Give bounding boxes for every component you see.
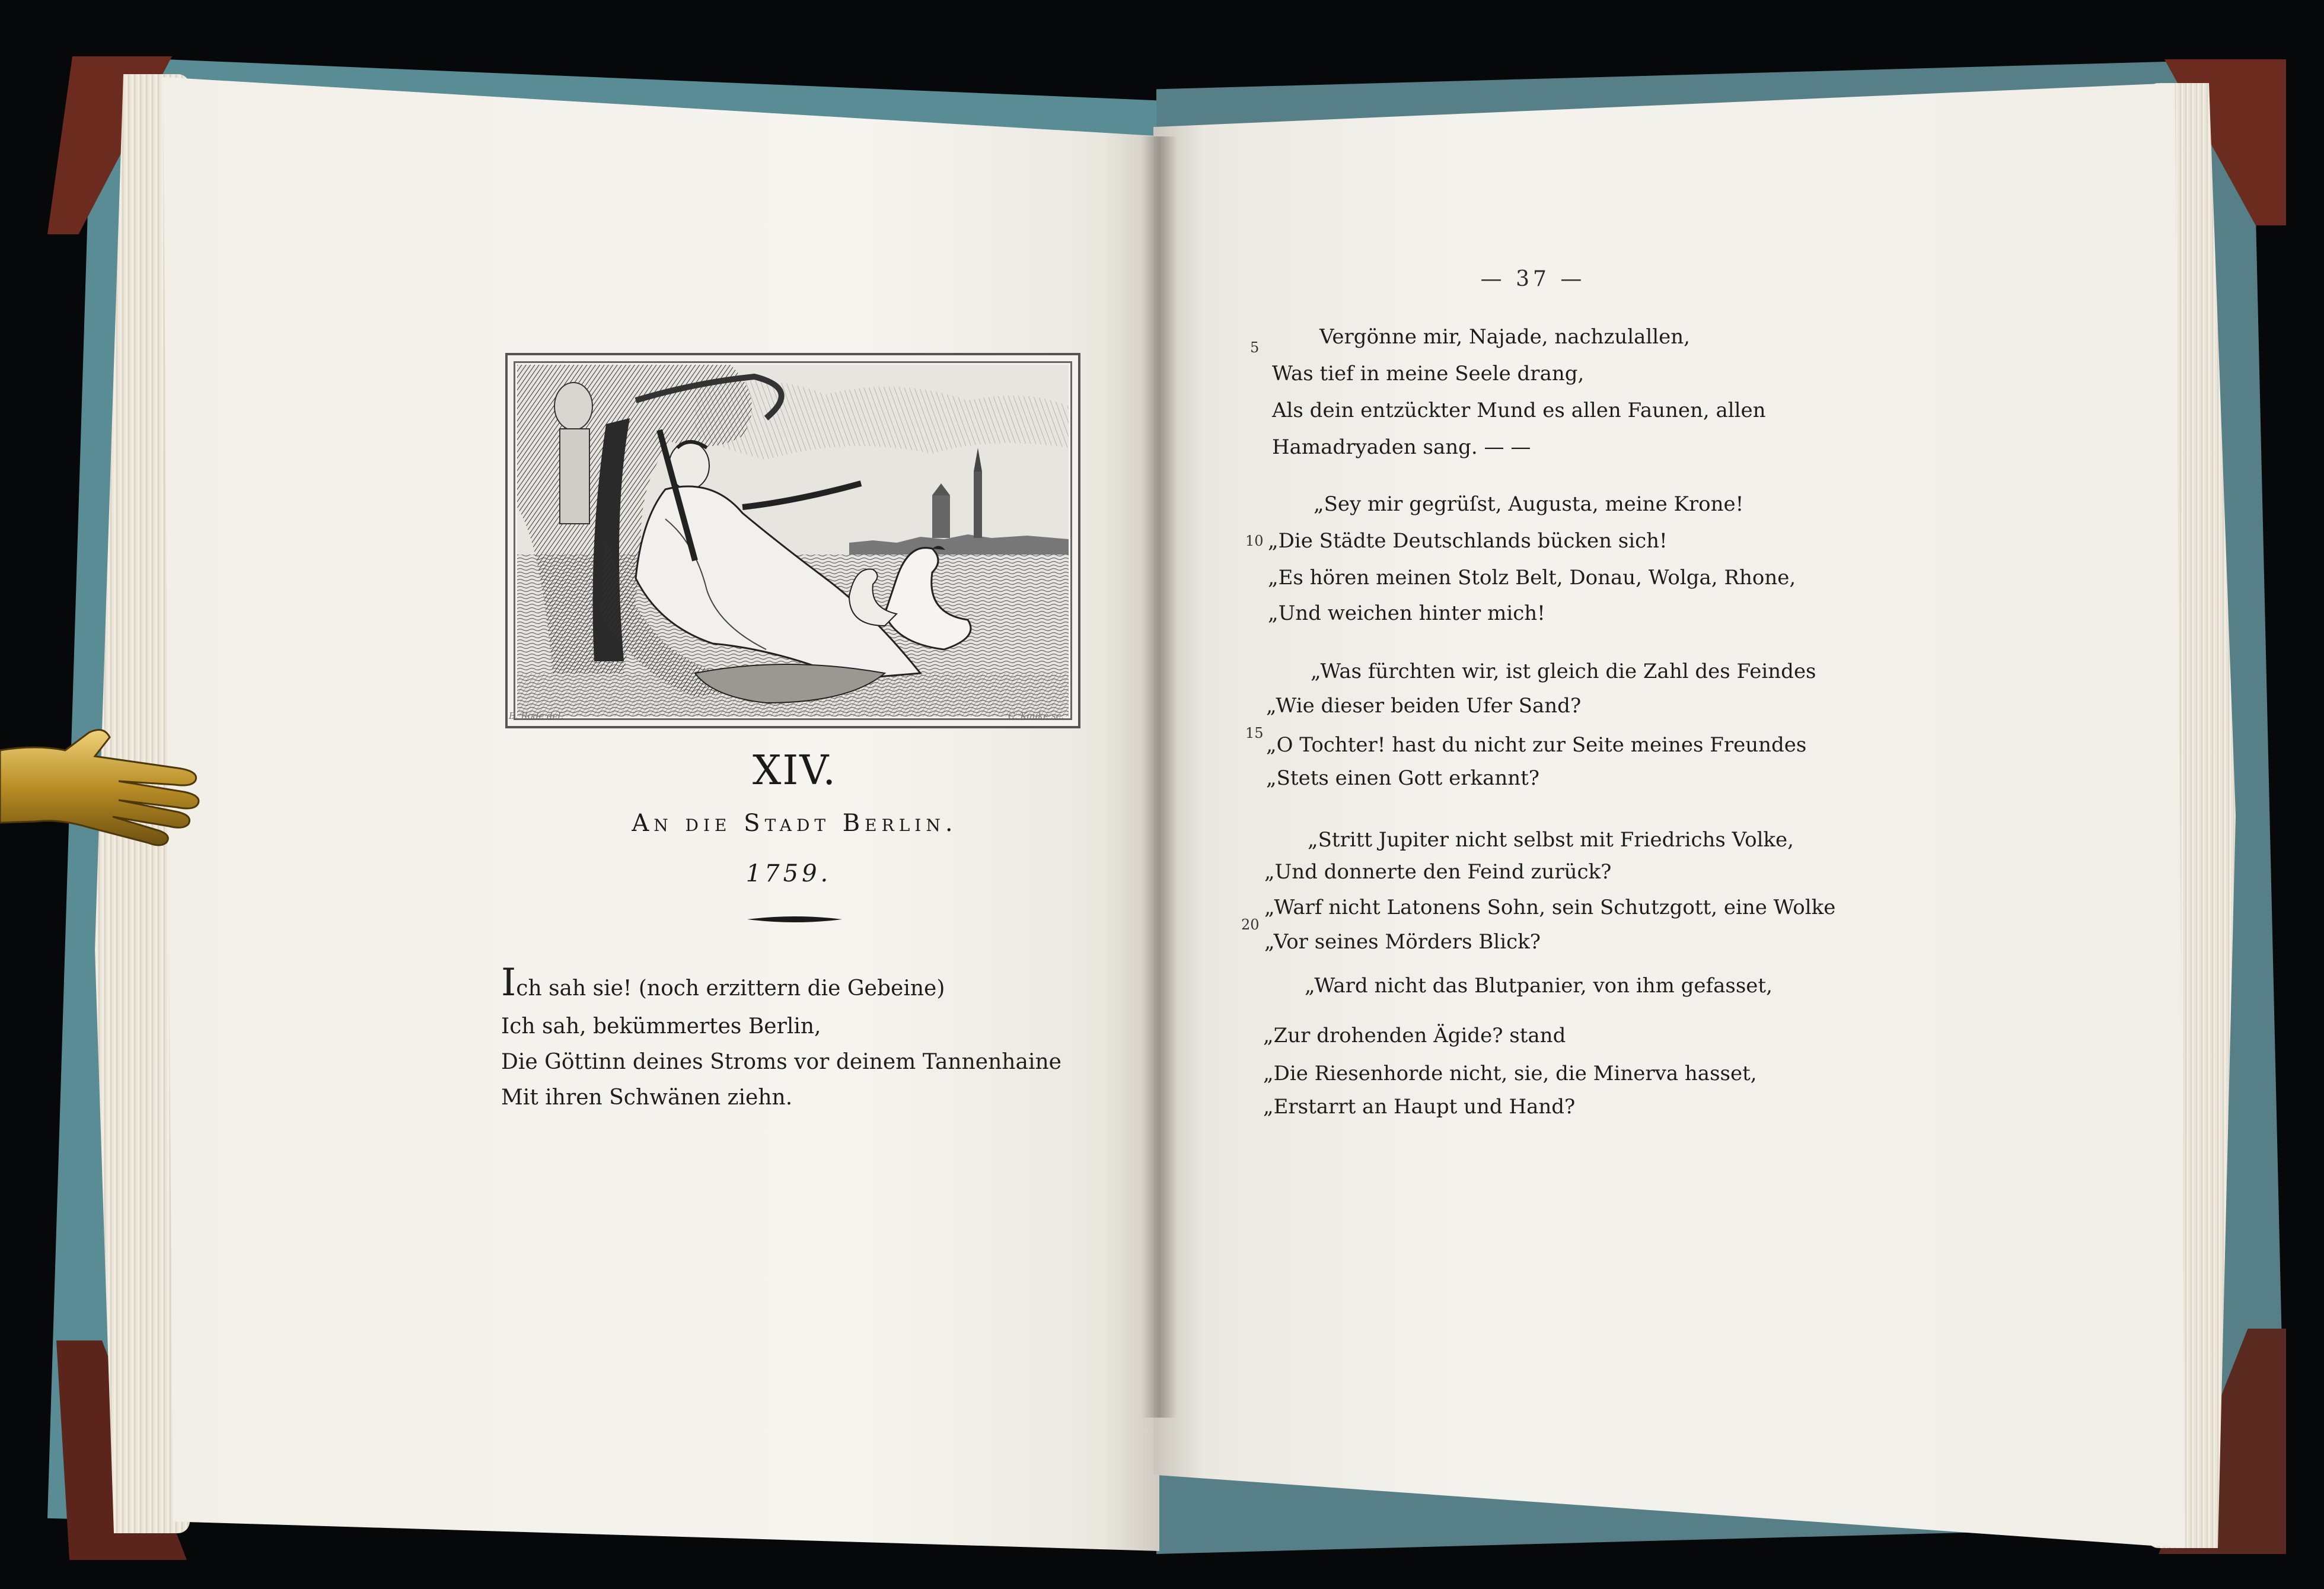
verse-line: Vergönne mir, Najade, nachzulallen,	[1319, 325, 1690, 349]
poem-year: 1759.	[745, 860, 832, 887]
verse-line: „Und donnerte den Feind zurück?	[1264, 860, 1612, 884]
verse-line: „Ward nicht das Blutpanier, von ihm gefasset,	[1305, 974, 1773, 998]
verse-line: „Die Riesenhorde nicht, sie, die Minerva hasset,	[1263, 1062, 1757, 1085]
poem-line: Mit ihren Schwänen ziehn.	[501, 1085, 793, 1110]
drop-initial: I	[501, 961, 517, 1005]
poem-title: An die Stadt Berlin.	[632, 810, 958, 837]
verse-line: „Wie dieser beiden Ufer Sand?	[1266, 694, 1582, 718]
verse-line: „Die Städte Deutschlands bücken sich!	[1268, 529, 1668, 553]
poem-line: Die Göttinn deines Stroms vor deinem Tannenhaine	[501, 1050, 1061, 1074]
engraving-credit-right: C. Kauke sc.	[1008, 711, 1064, 721]
verse-line: „Was fürchten wir, ist gleich die Zahl des Feindes	[1311, 660, 1816, 683]
line-number: 15	[1245, 725, 1264, 741]
verse-line: „Warf nicht Latonens Sohn, sein Schutzgott, eine Wolke	[1264, 896, 1836, 919]
right-page	[1153, 83, 2185, 1548]
poem-line: Ich sah, bekümmertes Berlin,	[501, 1014, 821, 1039]
poem-line	[501, 961, 945, 1005]
verse-line: „Sey mir gegrüſst, Augusta, meine Krone!	[1314, 492, 1744, 516]
verse-line: Was tief in meine Seele drang,	[1272, 362, 1585, 386]
line-number: 10	[1245, 533, 1264, 549]
verse-line: „O Tochter! hast du nicht zur Seite meines Freundes	[1266, 733, 1807, 757]
verse-line: Hamadryaden sang. — —	[1272, 435, 1531, 459]
verse-line: „Es hören meinen Stolz Belt, Donau, Wolga, Rhone,	[1268, 566, 1796, 590]
engraving-image	[517, 365, 1069, 717]
poem-line-text: ch sah sie! (noch erzittern die Gebeine)	[516, 976, 945, 1001]
verse-line: „Zur drohenden Ägide? stand	[1263, 1024, 1566, 1047]
verse-line: „Erstarrt an Haupt und Hand?	[1263, 1095, 1576, 1119]
engraving-credit-left: B. Rode del.	[509, 711, 564, 721]
title-ornament	[747, 910, 842, 928]
line-number: 5	[1250, 339, 1260, 356]
verse-line: „Stritt Jupiter nicht selbst mit Friedrichs Volke,	[1308, 828, 1794, 852]
book-gutter	[1142, 136, 1177, 1418]
page-number: — 37 —	[1480, 267, 1586, 291]
verse-line: Als dein entzückter Mund es allen Faunen, allen	[1272, 399, 1766, 422]
verse-line: „Und weichen hinter mich!	[1268, 601, 1545, 625]
verse-line: „Stets einen Gott erkannt?	[1266, 766, 1540, 790]
line-number: 20	[1241, 916, 1260, 933]
engraving-illustration	[505, 353, 1080, 728]
brass-hand-bookmark	[0, 715, 208, 851]
verse-line: „Vor seines Mörders Blick?	[1264, 930, 1541, 954]
poem-number: XIV.	[752, 747, 837, 794]
